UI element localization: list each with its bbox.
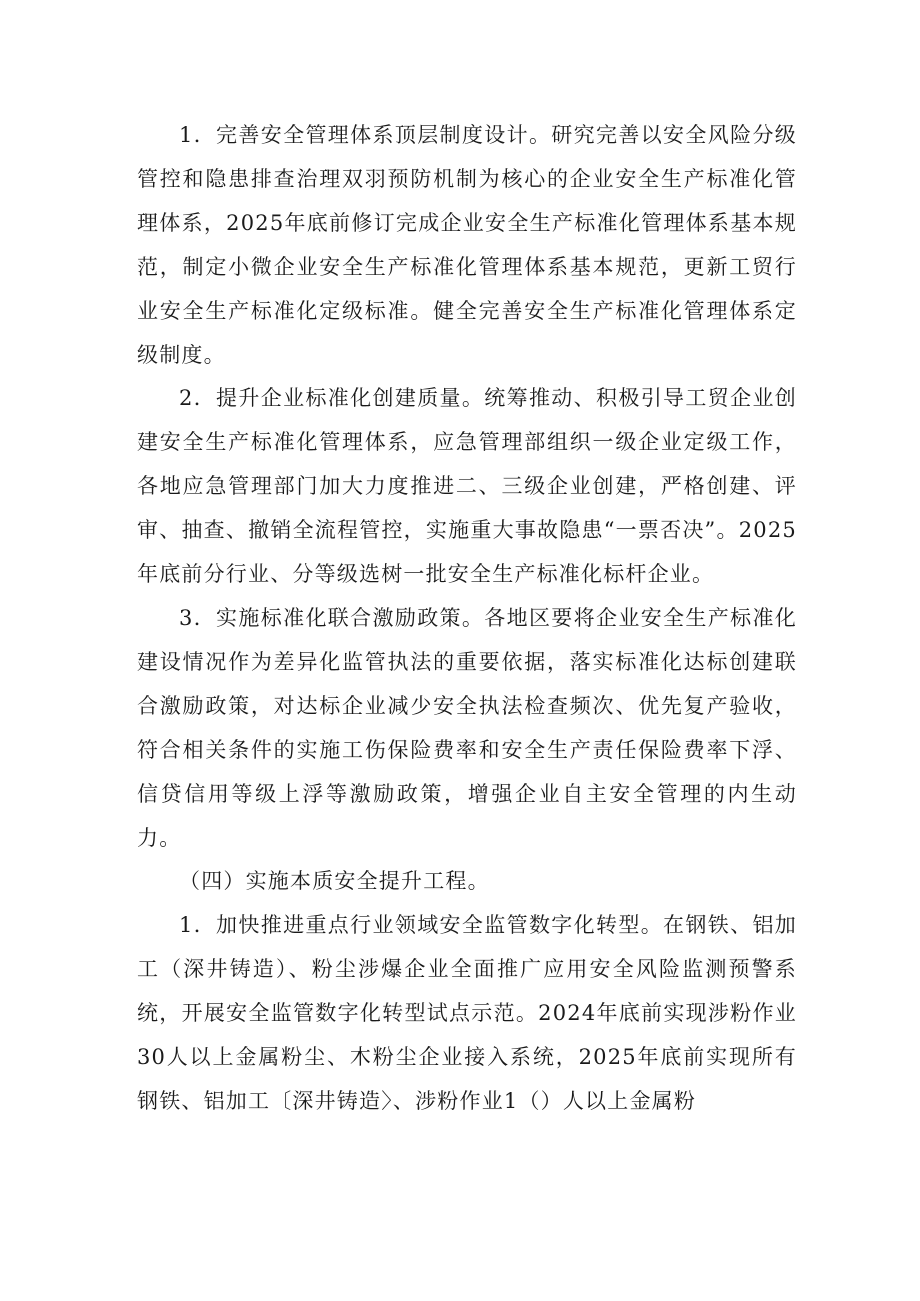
paragraph-3: 3．实施标准化联合激励政策。各地区要将企业安全生产标准化建设情况作为差异化监管执法的重要依据，落实标准化达标创建联合激励政策，对达标企业减少安全执法检查频次、优先复产验收，符合相关条件的实施工伤保险费率和安全生产责任保险费率下浮、信贷信用等级上浮等激励政策，增强企业自主安全管理的内生动力。 <box>137 605 797 850</box>
paragraph-4: 1．加快推进重点行业领域安全监管数字化转型。在钢铁、铝加工（深井铸造）、粉尘涉爆企业全面推广应用安全风险监测预警系统，开展安全监管数字化转型试点示范。2024年底前实现涉粉作业30人以上金属粉尘、木粉尘企业接入系统，2025年底前实现所有钢铁、铝加工〔深井铸造〉、涉粉作业1（）人以上金属粉 <box>137 913 797 1113</box>
paragraph-1: 1．完善安全管理体系顶层制度设计。研究完善以安全风险分级管控和隐患排查治理双羽预防机制为核心的企业安全生产标准化管理体系，2025年底前修订完成企业安全生产标准化管理体系基本规范，制定小微企业安全生产标准化管理体系基本规范，更新工贸行业安全生产标准化定级标准。健全完善安全生产标准化管理体系定级制度。 <box>137 123 797 367</box>
paragraph-2: 2．提升企业标准化创建质量。统筹推动、积极引导工贸企业创建安全生产标准化管理体系，应急管理部组织一级企业定级工作，各地应急管理部门加大力度推进二、三级企业创建，严格创建、评审、抽查、撤销全流程管控，实施重大事故隐患“一票否决”。2025年底前分行业、分等级选树一批安全生产标准化标杆企业。 <box>137 386 797 587</box>
document-body <box>137 114 797 1124</box>
section-heading: （四）实施本质安全提升工程。 <box>179 869 490 894</box>
